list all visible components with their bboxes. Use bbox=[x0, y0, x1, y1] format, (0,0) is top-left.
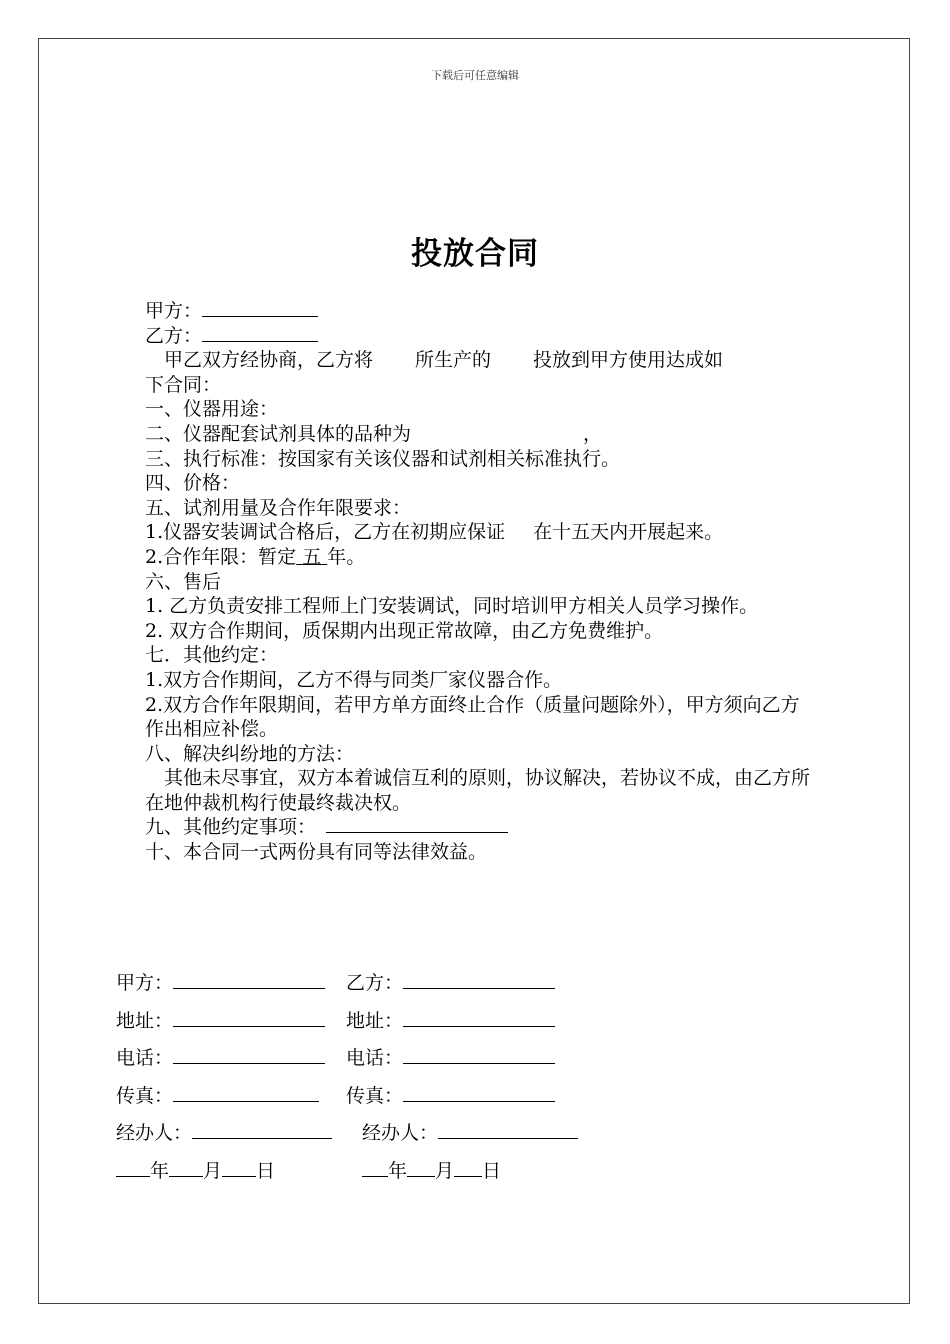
section-6-item-1: 1. 乙方负责安排工程师上门安装调试，同时培训甲方相关人员学习操作。 bbox=[145, 595, 759, 618]
sig-party-a-blank[interactable] bbox=[173, 970, 325, 989]
sig-fax-b-label: 传真： bbox=[346, 1084, 404, 1107]
section-4: 四、价格： bbox=[145, 472, 241, 495]
sig-phone-b-blank[interactable] bbox=[403, 1045, 555, 1064]
sig-date-b-year-label: 年 bbox=[388, 1159, 408, 1182]
section-7: 七．其他约定： bbox=[145, 644, 279, 667]
sig-party-b-label: 乙方： bbox=[346, 972, 404, 994]
sig-party-b-blank[interactable] bbox=[403, 970, 555, 989]
intro-line bbox=[145, 348, 810, 373]
sig-fax-a-label: 传真： bbox=[116, 1084, 174, 1107]
section-9-label: 九、其他约定事项： bbox=[145, 816, 317, 839]
party-b-label: 乙方： bbox=[145, 324, 203, 347]
sig-date-b-day-blank[interactable] bbox=[454, 1158, 482, 1177]
intro-part-1: 甲乙双方经协商，乙方将 bbox=[164, 349, 374, 372]
section-2 bbox=[145, 422, 810, 447]
intro-part-3: 投放到甲方使用达成如 bbox=[533, 349, 724, 372]
sig-fax-b-blank[interactable] bbox=[403, 1083, 555, 1102]
sig-date-a-month-blank[interactable] bbox=[169, 1158, 203, 1177]
section-9-blank[interactable] bbox=[326, 815, 508, 833]
intro-line-2: 下合同： bbox=[145, 373, 222, 396]
sig-date-b-month-label: 月 bbox=[435, 1159, 455, 1182]
sig-address-b-label: 地址： bbox=[346, 1009, 404, 1032]
sig-handler-a-label: 经办人： bbox=[116, 1122, 193, 1144]
contract-years: 五 bbox=[302, 545, 322, 568]
section-5-item-2-b: 年。 bbox=[327, 545, 366, 568]
section-5-item-2-a: 2.合作年限：暂定 bbox=[145, 545, 297, 568]
section-8: 八、解决纠纷地的方法： bbox=[145, 742, 355, 765]
section-7-item-2: 2.双方合作年限期间，若甲方单方面终止合作（质量问题除外），甲方须向乙方作出相应补偿。 bbox=[145, 693, 800, 741]
section-5: 五、试剂用量及合作年限要求： bbox=[145, 496, 412, 519]
party-a-line bbox=[145, 299, 810, 324]
sig-phone-b-label: 电话： bbox=[346, 1047, 404, 1069]
header-note: 下载后可任意编辑 bbox=[431, 69, 519, 82]
sig-party-a-label: 甲方： bbox=[116, 972, 174, 994]
section-6: 六、售后 bbox=[145, 570, 222, 593]
sig-date-a-day-blank[interactable] bbox=[222, 1158, 256, 1177]
section-2-text: 二、仪器配套试剂具体的品种为 bbox=[145, 422, 412, 445]
section-9 bbox=[145, 815, 810, 840]
section-3: 三、执行标准：按国家有关该仪器和试剂相关标准执行。 bbox=[145, 447, 621, 470]
sig-date-b-day-label: 日 bbox=[482, 1159, 502, 1182]
party-a-blank[interactable] bbox=[202, 299, 318, 317]
sig-date-a-year-label: 年 bbox=[150, 1159, 170, 1182]
sig-address-a-blank[interactable] bbox=[173, 1008, 325, 1027]
sig-phone-a-label: 电话： bbox=[116, 1047, 174, 1069]
section-5-item-1 bbox=[145, 520, 810, 545]
sig-fax-a-blank[interactable] bbox=[173, 1083, 319, 1102]
sig-address-a-label: 地址： bbox=[116, 1009, 174, 1032]
section-6-item-2: 2. 双方合作期间，质保期内出现正常故障，由乙方免费维护。 bbox=[145, 619, 664, 642]
document-title: 投放合同 bbox=[411, 236, 539, 272]
sig-date-a-year-blank[interactable] bbox=[116, 1158, 150, 1177]
section-5-item-2 bbox=[145, 545, 810, 570]
section-8-text: 其他未尽事宜，双方本着诚信互利的原则，协议解决，若协议不成，由乙方所在地仲裁机构行使最终裁决权。 bbox=[145, 767, 811, 814]
section-1: 一、仪器用途： bbox=[145, 398, 279, 421]
section-5-item-1-a: 1.仪器安装调试合格后，乙方在初期应保证 bbox=[145, 521, 506, 544]
section-2-comma: ， bbox=[583, 422, 603, 445]
sig-date-a-month-label: 月 bbox=[203, 1159, 223, 1182]
section-5-item-1-b: 在十五天内开展起来。 bbox=[533, 521, 724, 544]
sig-address-b-blank[interactable] bbox=[403, 1008, 555, 1027]
party-b-line bbox=[145, 324, 810, 349]
contract-body bbox=[145, 299, 810, 865]
sig-handler-b-label: 经办人： bbox=[362, 1122, 439, 1144]
party-a-label: 甲方： bbox=[145, 300, 203, 322]
section-7-item-1: 1.双方合作期间，乙方不得与同类厂家仪器合作。 bbox=[145, 668, 563, 691]
sig-handler-a-blank[interactable] bbox=[192, 1120, 332, 1139]
section-10: 十、本合同一式两份具有同等法律效益。 bbox=[145, 841, 488, 864]
intro-part-2: 所生产的 bbox=[415, 349, 492, 372]
sig-date-b-year-blank[interactable] bbox=[362, 1158, 388, 1177]
sig-handler-b-blank[interactable] bbox=[438, 1120, 578, 1139]
sig-date-a-day-label: 日 bbox=[256, 1159, 276, 1182]
sig-phone-a-blank[interactable] bbox=[173, 1045, 325, 1064]
party-b-blank[interactable] bbox=[202, 324, 318, 342]
sig-date-b-month-blank[interactable] bbox=[407, 1158, 435, 1177]
